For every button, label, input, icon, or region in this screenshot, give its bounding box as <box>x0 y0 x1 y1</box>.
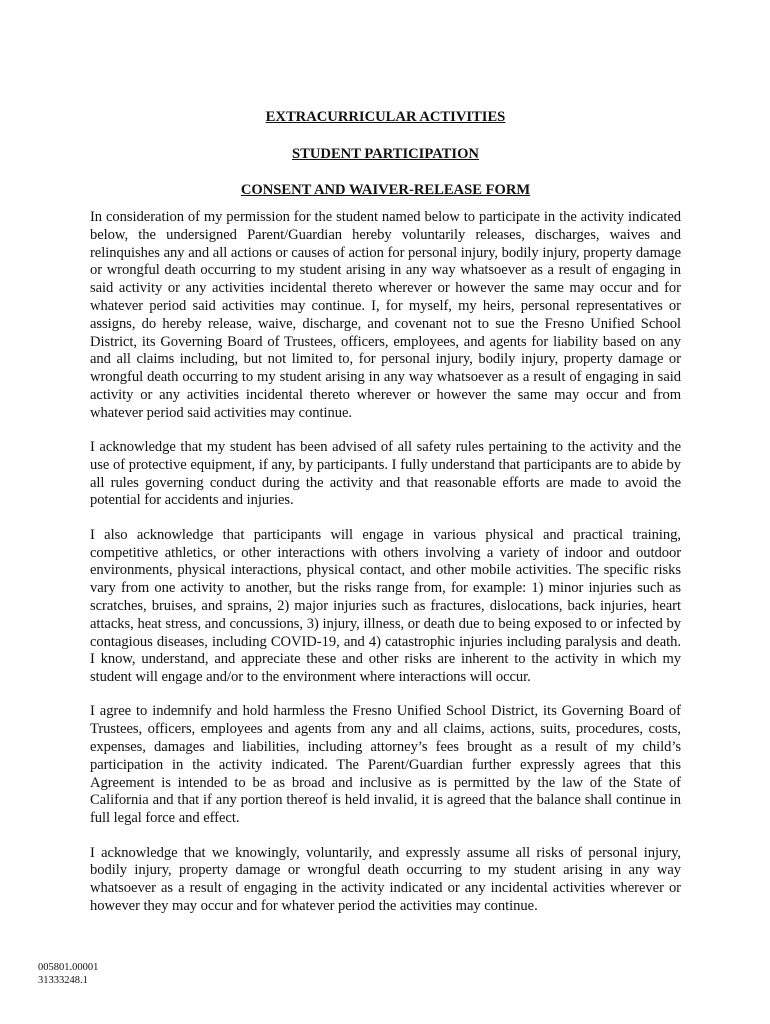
form-name: CONSENT AND WAIVER-RELEASE FORM <box>240 182 531 198</box>
footer-doc-number: 005801.00001 <box>38 962 99 973</box>
paragraph-risks: I also acknowledge that participants will engage in various physical and practical training, competitive athletics, or other interactions with others involving a variety of indoor and outdoor environments, physical interactions, physical contact, and other mobile activities. The specific risks vary from one activity to another, but the risks range from, for example: 1) minor injuries such as scratches, bruises, and sprains, 2) major injuries such as fractures, dislocations, back injuries, heart attacks, heat stress, and concussions, 3) injury, illness, or death due to being exposed to or infected by contagious diseases, including COVID-19, and 4) catastrophic injuries including paralysis and death. I know, understand, and appreciate these and other risks are inherent to the activity in which my student will engage and/or to the environment where interactions will occur. <box>90 526 681 686</box>
footer-doc-ids <box>38 962 98 987</box>
heading-block <box>90 108 681 218</box>
document-subtitle: STUDENT PARTICIPATION <box>292 145 479 162</box>
document-title: EXTRACURRICULAR ACTIVITIES <box>265 109 506 125</box>
footer-ref-number: 31333248.1 <box>38 974 88 986</box>
body-text <box>90 209 681 932</box>
paragraph-release: In consideration of my permission for the student named below to participate in the activity indicated below, the undersigned Parent/Guardian hereby voluntarily releases, discharges, waives and relinquishes any and all actions or causes of action for personal injury, bodily injury, property damage or wrongful death occurring to my student arising in any way whatsoever as a result of engaging in said activity or any activities incidental thereto wherever or however the same may occur and for whatever period said activities may continue. I, for myself, my heirs, personal representatives or assigns, do hereby release, waive, discharge, and covenant not to sue the Fresno Unified School District, its Governing Board of Trustees, officers, employees, and agents for liability based on any and all claims including, but not limited to, for personal injury, bodily injury, property damage or wrongful death occurring to my student arising in any way whatsoever as a result of engaging in said activity or any activities incidental thereto wherever or however the same may occur and from whatever period said activities may continue. <box>90 209 681 421</box>
paragraph-indemnify: I agree to indemnify and hold harmless the Fresno Unified School District, its Governing Board of Trustees, officers, employees and agents from any and all claims, actions, suits, procedures, costs, expenses, damages and liabilities, including attorney’s fees brought as a result of my child’s participation in the activity indicated. The Parent/Guardian further expressly agrees that this Agreement is intended to be as broad and inclusive as is permitted by the law of the State of California and that if any portion thereof is held invalid, it is agreed that the balance shall continue in full legal force and effect. <box>90 703 681 827</box>
paragraph-assume-risk: I acknowledge that we knowingly, voluntarily, and expressly assume all risks of personal injury, bodily injury, property damage or wrongful death occurring to my student arising in any way whatsoever as a result of engaging in the activity indicated or any incidental activities wherever or however they may occur and for whatever period the activities may continue. <box>90 844 681 914</box>
paragraph-safety-rules: I acknowledge that my student has been advised of all safety rules pertaining to the activity and the use of protective equipment, if any, by participants. I fully understand that participants are to abide by all rules governing conduct during the activity and that reasonable efforts are made to avoid the potential for accidents and injuries. <box>90 439 681 509</box>
